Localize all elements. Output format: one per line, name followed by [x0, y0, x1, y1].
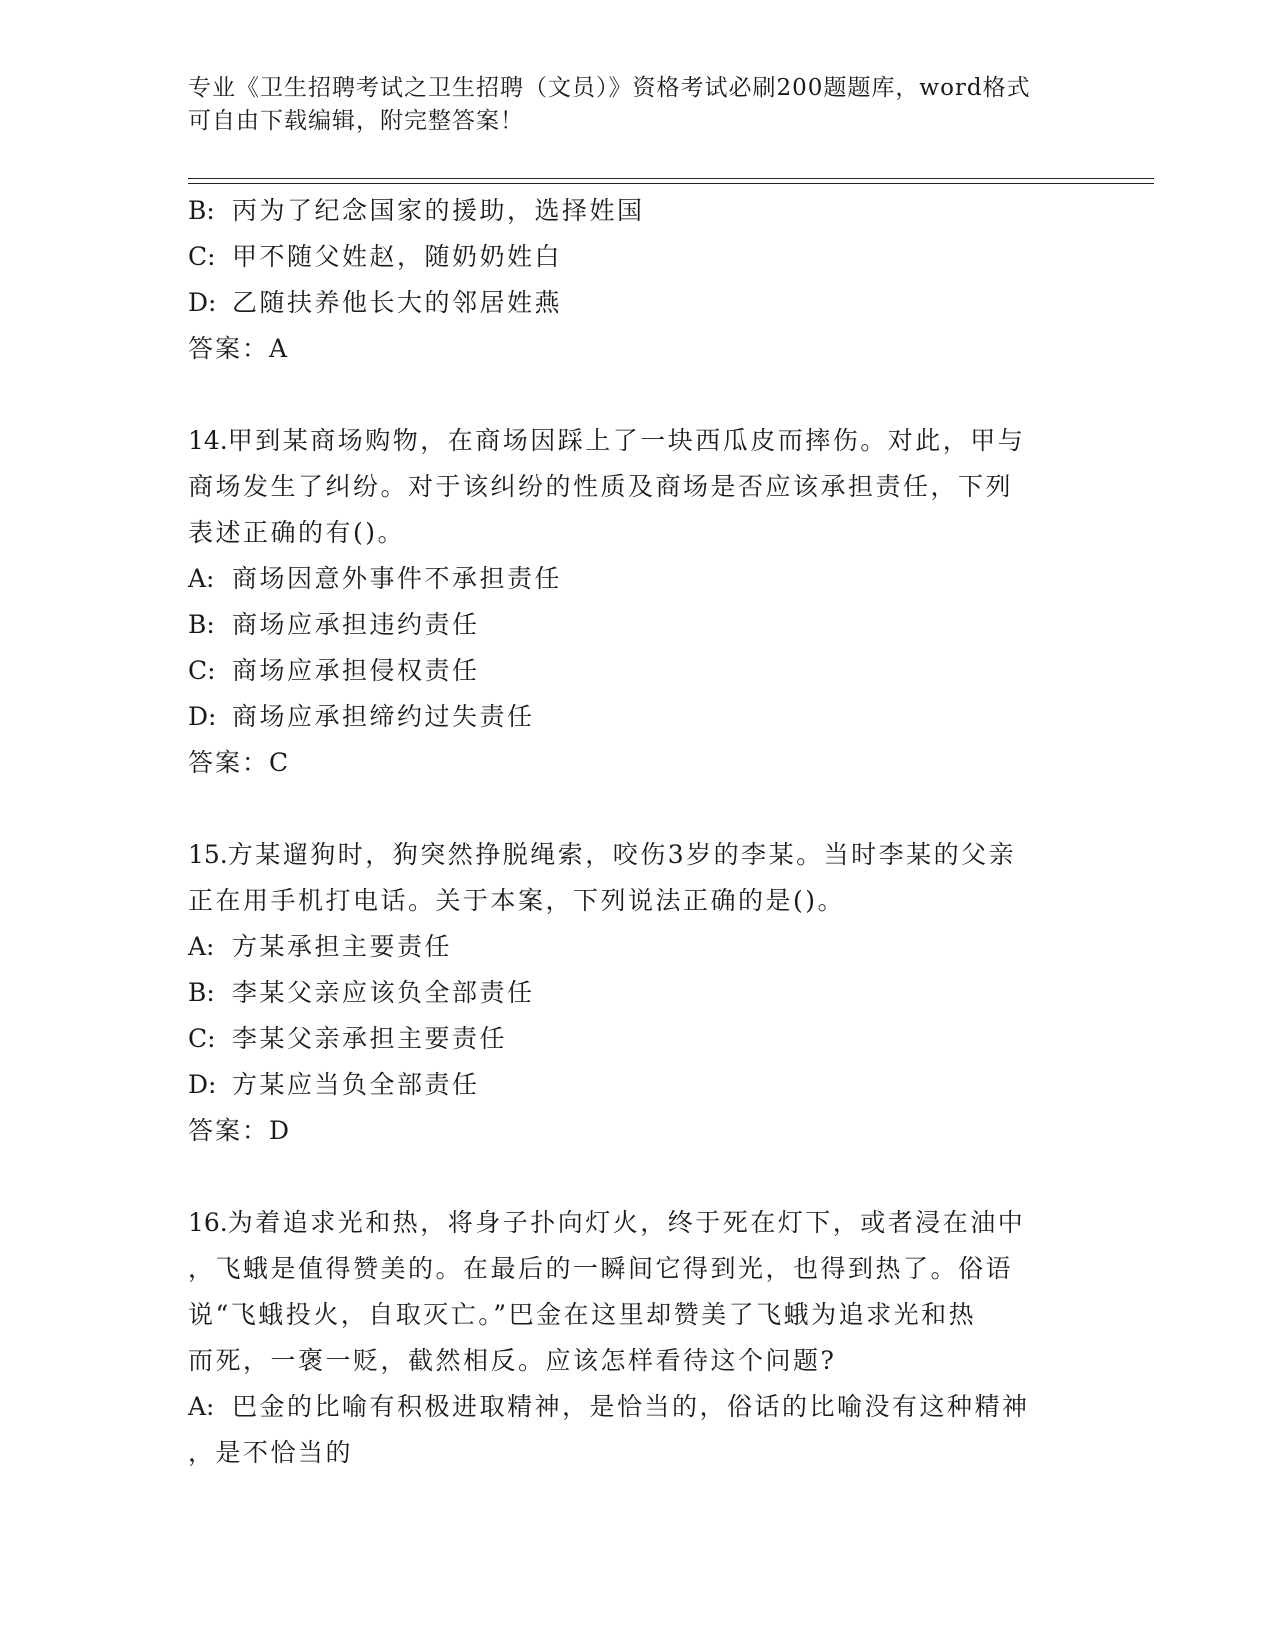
- option-a-continuation: ，是不恰当的: [188, 1438, 354, 1467]
- option-b: [188, 970, 1088, 1016]
- stem-text: 甲到某商场购物，在商场因踩上了一块西瓜皮而摔伤。对此，甲与: [227, 426, 1026, 455]
- question-number: 16.: [188, 1208, 228, 1237]
- option-d: [188, 694, 1088, 740]
- question-13: [188, 188, 1088, 372]
- question-number: 15.: [188, 840, 228, 869]
- answer-line: [188, 740, 1088, 786]
- option-c: [188, 1016, 1088, 1062]
- option-text: 商场应承担违约责任: [232, 610, 480, 639]
- option-letter: C:: [188, 656, 216, 685]
- question-15: [188, 832, 1088, 1154]
- spacer: [188, 372, 1088, 418]
- question-content: [188, 188, 1088, 1476]
- option-letter: B:: [188, 978, 215, 1007]
- option-letter: C:: [188, 242, 216, 271]
- question-stem-line: 商场发生了纠纷。对于该纠纷的性质及商场是否应该承担责任，下列: [188, 472, 1014, 501]
- option-text: 李某父亲应该负全部责任: [232, 978, 535, 1007]
- answer-value: A: [269, 334, 288, 363]
- option-letter: B:: [188, 610, 215, 639]
- question-number: 14.: [188, 426, 228, 455]
- question-stem-line: ，飞蛾是值得赞美的。在最后的一瞬间它得到光，也得到热了。俗语: [188, 1254, 1014, 1283]
- option-a: [188, 1384, 1088, 1430]
- option-d: [188, 280, 1088, 326]
- spacer: [188, 1154, 1088, 1200]
- answer-line: [188, 1108, 1088, 1154]
- option-text: 商场应承担侵权责任: [232, 656, 480, 685]
- option-letter: D:: [188, 288, 217, 317]
- question-stem-line: 正在用手机打电话。关于本案，下列说法正确的是()。: [188, 886, 846, 915]
- option-text: 商场因意外事件不承担责任: [232, 564, 563, 593]
- option-a: [188, 556, 1088, 602]
- option-letter: C:: [188, 1024, 216, 1053]
- answer-label: 答案：: [188, 334, 270, 363]
- option-c: [188, 648, 1088, 694]
- option-b: [188, 188, 1088, 234]
- page-header: [188, 72, 1088, 138]
- header-title-line-1: 专业《卫生招聘考试之卫生招聘（文员）》资格考试必刷200题题库，word格式: [188, 75, 1031, 101]
- question-stem-line: 说“飞蛾投火，自取灭亡。”巴金在这里却赞美了飞蛾为追求光和热: [188, 1300, 977, 1329]
- option-letter: D:: [188, 702, 217, 731]
- option-letter: D:: [188, 1070, 217, 1099]
- option-letter: B:: [188, 196, 215, 225]
- spacer: [188, 786, 1088, 832]
- answer-label: 答案：: [188, 748, 270, 777]
- option-text: 甲不随父姓赵，随奶奶姓白: [232, 242, 563, 271]
- option-b: [188, 602, 1088, 648]
- stem-text: 方某遛狗时，狗突然挣脱绳索，咬伤3岁的李某。当时李某的父亲: [227, 840, 1017, 869]
- option-text: 方某承担主要责任: [232, 932, 453, 961]
- question-stem-line: [188, 1200, 1088, 1246]
- option-letter: A:: [188, 932, 215, 961]
- option-c: [188, 234, 1088, 280]
- question-stem-line: 而死，一褒一贬，截然相反。应该怎样看待这个问题?: [188, 1346, 837, 1375]
- header-title-line-2: 可自由下载编辑，附完整答案！: [188, 108, 524, 134]
- answer-label: 答案：: [188, 1116, 270, 1145]
- stem-text: 为着追求光和热，将身子扑向灯火，终于死在灯下，或者浸在油中: [227, 1208, 1026, 1237]
- option-text: 巴金的比喻有积极进取精神，是恰当的，俗话的比喻没有这种精神: [232, 1392, 1030, 1421]
- option-a: [188, 924, 1088, 970]
- answer-line: [188, 326, 1088, 372]
- answer-value: C: [269, 748, 289, 777]
- option-text: 丙为了纪念国家的援助，选择姓国: [232, 196, 645, 225]
- answer-value: D: [269, 1116, 290, 1145]
- option-text: 乙随扶养他长大的邻居姓燕: [232, 288, 563, 317]
- option-text: 李某父亲承担主要责任: [232, 1024, 508, 1053]
- question-stem-line: [188, 418, 1088, 464]
- question-14: [188, 418, 1088, 786]
- option-d: [188, 1062, 1088, 1108]
- question-stem-line: 表述正确的有()。: [188, 518, 406, 547]
- option-text: 方某应当负全部责任: [232, 1070, 480, 1099]
- header-double-rule: [188, 178, 1154, 184]
- option-letter: A:: [188, 564, 215, 593]
- option-text: 商场应承担缔约过失责任: [232, 702, 535, 731]
- question-stem-line: [188, 832, 1088, 878]
- question-16: [188, 1200, 1088, 1476]
- option-letter: A:: [188, 1392, 215, 1421]
